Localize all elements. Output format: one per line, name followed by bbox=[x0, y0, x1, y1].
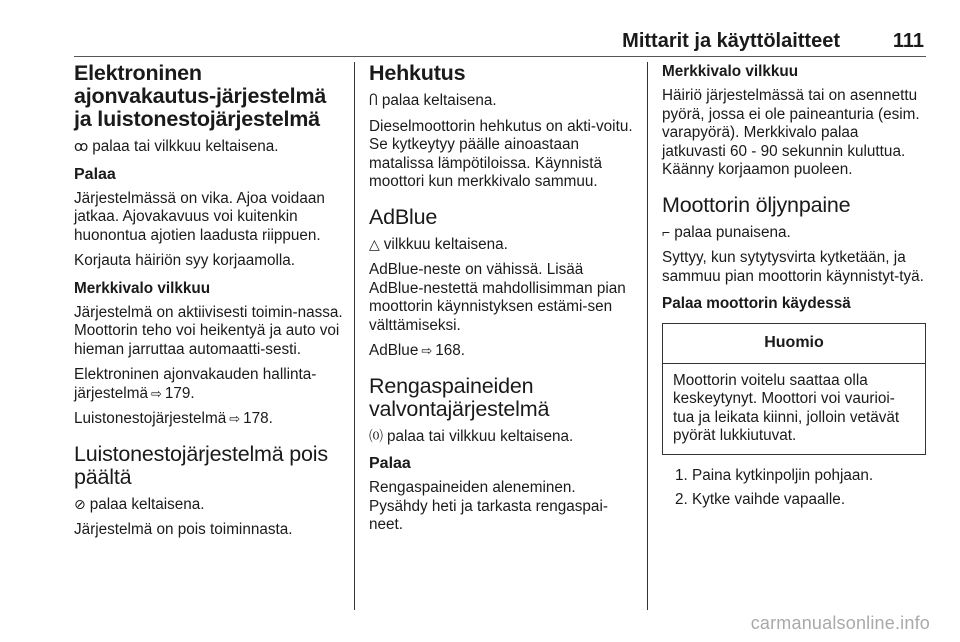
palaa-text-2: Korjauta häiriön syy korjaamolla. bbox=[74, 252, 296, 269]
tc-reference[interactable]: Luistonestojärjestelmä ⇨ 178. bbox=[74, 410, 273, 427]
tire-pressure-icon: ⒪ bbox=[369, 427, 383, 444]
glow-text: Dieselmoottorin hehkutus on akti-voitu. Se kytkeytyy päälle ainoastaan matalissa lämpötiloissa. Käynnistä moottori kun merkkivalo sammuu. bbox=[369, 117, 633, 190]
adblue-icon: △ bbox=[369, 235, 380, 252]
header-divider bbox=[74, 56, 926, 57]
adblue-text: AdBlue-neste on vähissä. Lisää AdBlue-nestettä mahdollisimman pian moottorin käynnistyksen estämi-sen välttämiseksi. bbox=[369, 261, 626, 334]
adblue-status-line: △ vilkkuu keltaisena. bbox=[369, 235, 508, 253]
subheading-tpms-palaa: Palaa bbox=[369, 455, 411, 472]
vilkkuu-text: Järjestelmä on aktiivisesti toimin-nassa. Moottorin teho voi heikentyä ja auto voi hieman jarruttaa automaatti-sesti. bbox=[74, 303, 343, 358]
tpms-vilkkuu-text: Häiriö järjestelmässä tai on asennettu pyörä, jossa ei ole paineanturia (esim. varapyörä). Merkkivalo palaa jatkuvasti 60 - 90 sekunnin kuluttua. Käänny korjaamon puoleen. bbox=[662, 87, 920, 178]
reference-arrow-icon: ⇨ bbox=[150, 385, 162, 401]
heading-oil-pressure: Moottorin öljynpaine bbox=[662, 192, 851, 217]
heading-esp: Elektroninen ajonvakautus-järjestelmä ja luistonestojärjestelmä bbox=[74, 61, 327, 131]
esp-status-line: ꝏ palaa tai vilkkuu keltaisena. bbox=[74, 138, 279, 155]
chapter-title: Mittarit ja käyttölaitteet bbox=[622, 30, 840, 52]
caution-text: Moottorin voitelu saattaa olla keskeytynyt. Moottori voi vaurioi-tua ja leikata kiinni, jolloin vetävät pyörät lukkiutuvat. bbox=[673, 371, 900, 444]
list-item: 1. Paina kytkinpoljin pohjaan. bbox=[692, 467, 926, 486]
page-header bbox=[0, 30, 960, 54]
tcoff-status-line: ⊘ palaa keltaisena. bbox=[74, 495, 205, 513]
caution-box bbox=[662, 323, 926, 455]
traction-off-icon: ⊘ bbox=[74, 495, 86, 512]
column-2 bbox=[369, 62, 634, 542]
adblue-reference[interactable]: AdBlue ⇨ 168. bbox=[369, 342, 466, 359]
palaa-text: Järjestelmässä on vika. Ajoa voidaan jatkaa. Ajovakavuus voi kuitenkin huonontua ajotien laadusta riippuen. bbox=[74, 189, 325, 244]
heading-tc-off: Luistonestojärjestelmä pois päältä bbox=[74, 441, 328, 489]
glow-status-line: Ⴖ palaa keltaisena. bbox=[369, 92, 497, 109]
column-3 bbox=[662, 62, 926, 516]
subheading-vilkkuu: Merkkivalo vilkkuu bbox=[74, 279, 211, 297]
reference-arrow-icon: ⇨ bbox=[421, 343, 433, 358]
subheading-palaa: Palaa bbox=[74, 165, 116, 183]
heading-adblue: AdBlue bbox=[369, 204, 438, 229]
tcoff-text: Järjestelmä on pois toiminnasta. bbox=[74, 521, 293, 538]
oil-text: Syttyy, kun sytytysvirta kytketään, ja sammuu pian moottorin käynnistyt-tyä. bbox=[662, 249, 924, 285]
tpms-status-line: ⒪ palaa tai vilkkuu keltaisena. bbox=[369, 427, 574, 445]
esp-reference[interactable]: Elektroninen ajonvakauden hallinta-järjestelmä ⇨ 179. bbox=[74, 366, 317, 402]
esp-warning-icon: ꝏ bbox=[74, 138, 89, 154]
subheading-tpms-vilkkuu: Merkkivalo vilkkuu bbox=[662, 63, 799, 80]
list-item: 2. Kytke vaihde vapaalle. bbox=[692, 491, 926, 510]
column-divider-2 bbox=[647, 62, 648, 610]
oil-pressure-icon: ⌐ bbox=[662, 223, 671, 240]
heading-hehkutus: Hehkutus bbox=[369, 61, 466, 85]
tpms-palaa-text: Rengaspaineiden aleneminen. Pysähdy heti ja tarkasta rengaspai-neet. bbox=[369, 479, 608, 533]
heading-tpms: Rengaspaineiden valvontajärjestelmä bbox=[369, 373, 550, 421]
reference-arrow-icon: ⇨ bbox=[229, 411, 241, 426]
page-number: 111 bbox=[892, 30, 924, 52]
watermark: carmanualsonline.info bbox=[750, 613, 930, 633]
column-divider-1 bbox=[354, 62, 355, 610]
oil-status-line: ⌐ palaa punaisena. bbox=[662, 223, 791, 241]
column-1 bbox=[74, 62, 346, 547]
caution-title: Huomio bbox=[663, 324, 925, 364]
subheading-running: Palaa moottorin käydessä bbox=[662, 295, 851, 312]
glow-plug-icon: Ⴖ bbox=[369, 92, 378, 108]
steps-list bbox=[662, 467, 926, 510]
